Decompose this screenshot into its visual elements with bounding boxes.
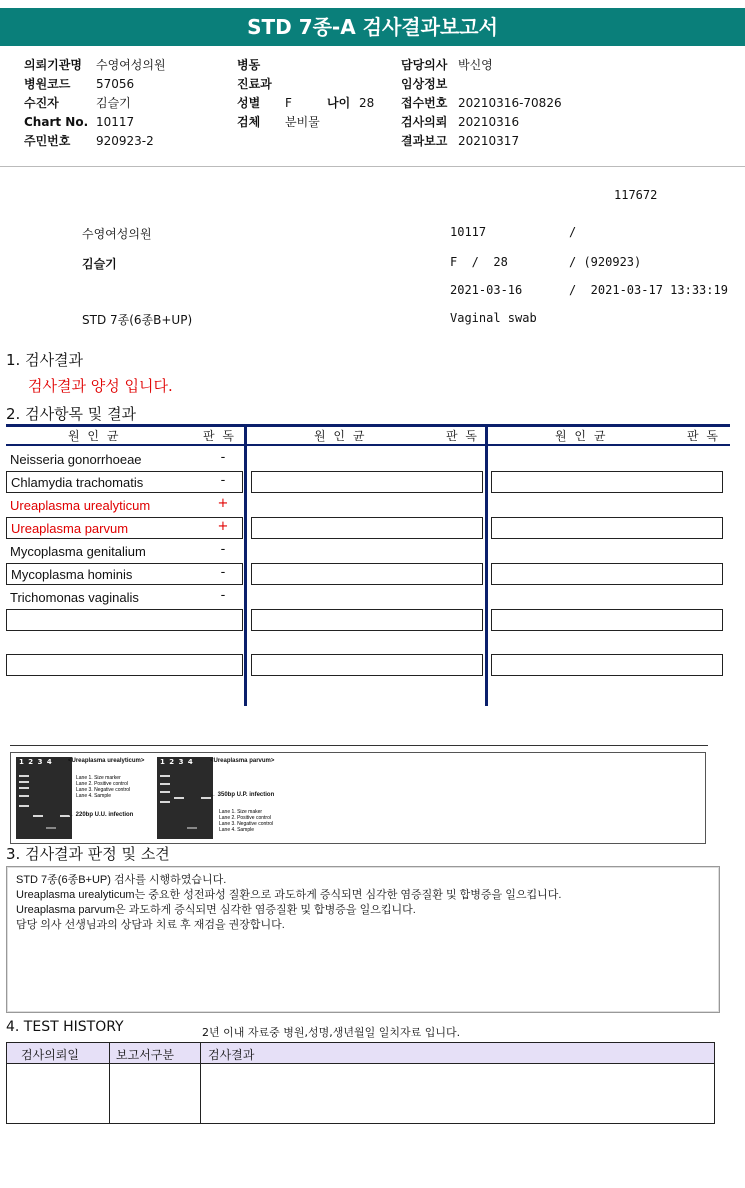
results-table xyxy=(6,424,730,706)
findings-line: Ureaplasma urealyticum는 중요한 성전파성 질환으로 과도하게 증식되면 심각한 염증질환 및 합병증을 일으킵니다. xyxy=(16,889,562,901)
empty-row xyxy=(6,654,243,676)
header-label: 접수번호 xyxy=(401,96,448,110)
empty-row xyxy=(251,471,483,493)
result-summary: 검사결과 양성 입니다. xyxy=(28,377,173,395)
judgment-value: + xyxy=(217,496,229,511)
header-row xyxy=(401,132,562,151)
column-header-pathogen: 원 인 균 xyxy=(68,429,121,443)
column-header-pathogen: 원 인 균 xyxy=(555,429,608,443)
header-row xyxy=(24,94,166,113)
header-divider xyxy=(0,166,745,167)
table-row xyxy=(6,495,243,517)
findings-box xyxy=(6,866,720,1013)
gel-title-left: <Ureaplasma urealyticum> xyxy=(68,758,145,764)
history-col-divider xyxy=(109,1043,110,1123)
pathogen-name: Ureaplasma urealyticum xyxy=(10,498,151,513)
gel-band xyxy=(160,801,170,803)
gel-band-label-left: ← 220bp U.U. infection xyxy=(68,812,134,818)
header-value: 박신영 xyxy=(458,58,493,72)
gel-legend-line: Lane 4. Sample xyxy=(76,793,112,799)
report-id: 117672 xyxy=(614,188,658,202)
empty-row xyxy=(251,563,483,585)
section2-heading: 2. 검사항목 및 결과 xyxy=(6,405,137,423)
lane-numbers: 1 2 3 4 xyxy=(19,758,53,766)
gel-band xyxy=(19,787,29,789)
pathogen-name: Mycoplasma hominis xyxy=(11,567,133,582)
history-column-header: 보고서구분 xyxy=(116,1048,174,1062)
table-row xyxy=(6,517,243,539)
header-row xyxy=(24,132,166,151)
history-column-header: 검사결과 xyxy=(208,1048,255,1062)
info-request-date: 2021-03-16 xyxy=(450,283,523,297)
judgment-value: - xyxy=(220,588,226,603)
history-note: 2년 이내 자료중 병원,성명,생년월일 일치자료 입니다. xyxy=(202,1026,461,1039)
judgment-value: - xyxy=(220,450,226,465)
header-row xyxy=(401,75,562,94)
gel-image-frame xyxy=(10,752,706,844)
empty-row xyxy=(6,609,243,631)
gel-band xyxy=(19,795,29,797)
table-header-rule xyxy=(6,444,730,446)
gel-legend-line: Lane 1. Size marker xyxy=(76,775,121,781)
column-divider xyxy=(244,424,247,706)
header-value: F xyxy=(285,96,292,110)
age-value: 28 xyxy=(359,96,375,110)
column-header-pathogen: 원 인 균 xyxy=(314,429,367,443)
header-value: 수영여성의원 xyxy=(96,58,166,72)
header-value: 20210316-70826 xyxy=(458,96,562,110)
header-row xyxy=(237,94,397,113)
judgment-value: - xyxy=(220,473,226,488)
gel-band xyxy=(174,797,184,799)
info-test-name: STD 7종(6종B+UP) xyxy=(82,313,193,327)
gel-legend-line: Lane 4. Sample xyxy=(219,827,255,833)
pathogen-name: Chlamydia trachomatis xyxy=(11,475,144,490)
gel-band xyxy=(160,791,170,793)
info-slash: / xyxy=(569,225,577,239)
header-col3 xyxy=(401,56,562,151)
pathogen-name: Neisseria gonorrhoeae xyxy=(10,452,142,467)
section1-heading: 1. 검사결과 xyxy=(6,351,84,369)
empty-row xyxy=(251,654,483,676)
gel-legend-line: Lane 2. Positive control xyxy=(76,781,128,787)
header-row xyxy=(24,75,166,94)
header-label: Chart No. xyxy=(24,115,89,129)
table-row xyxy=(6,587,243,609)
column-header-judgment: 판 독 xyxy=(687,429,720,443)
gel-legend-line: Lane 2. Positive control xyxy=(219,815,271,821)
table-row xyxy=(6,471,243,493)
pathogen-name: Ureaplasma parvum xyxy=(11,521,129,536)
gel-legend-line: Lane 3. Negative control xyxy=(219,821,274,827)
header-value: 20210317 xyxy=(458,134,520,148)
header-label: 결과보고 xyxy=(401,134,448,148)
info-birth: / (920923) xyxy=(569,255,642,269)
header-label: 병동 xyxy=(237,58,261,72)
gel-legend-right xyxy=(219,809,273,833)
header-value: 10117 xyxy=(96,115,135,129)
gel-legend-line: Lane 1. Size maker xyxy=(219,809,263,815)
history-col-divider xyxy=(200,1043,201,1123)
empty-row xyxy=(491,563,723,585)
column-header-judgment: 판 독 xyxy=(203,429,236,443)
header-row xyxy=(237,113,397,132)
history-header xyxy=(7,1043,714,1064)
header-label: 성별 xyxy=(237,96,261,110)
gel-band xyxy=(187,827,197,829)
info-chart-no: 10117 xyxy=(450,225,487,239)
gel-band xyxy=(160,775,170,777)
gel-legend-left xyxy=(76,775,130,799)
empty-row xyxy=(491,654,723,676)
header-label: 의뢰기관명 xyxy=(24,58,82,72)
age-label: 나이 xyxy=(327,96,351,110)
header-label: 진료과 xyxy=(237,77,272,91)
gel-title-right: <Ureaplasma parvum> xyxy=(210,758,275,764)
info-patient: 김슬기 xyxy=(82,257,117,271)
header-value: 920923-2 xyxy=(96,134,154,148)
info-report-datetime: / 2021-03-17 13:33:19 xyxy=(569,283,728,297)
header-col1 xyxy=(24,56,166,151)
header-col2 xyxy=(237,56,397,132)
column-divider xyxy=(485,424,488,706)
header-label: 임상정보 xyxy=(401,77,448,91)
info-specimen: Vaginal swab xyxy=(450,311,537,325)
pathogen-name: Mycoplasma genitalium xyxy=(10,544,146,559)
header-label: 검체 xyxy=(237,115,261,129)
header-row xyxy=(237,56,397,75)
header-value: 김슬기 xyxy=(96,96,131,110)
header-row xyxy=(401,94,562,113)
header-row xyxy=(24,113,166,132)
info-hospital: 수영여성의원 xyxy=(82,227,152,241)
header-value: 분비물 xyxy=(285,115,320,129)
judgment-value: - xyxy=(220,542,226,557)
findings-line: Ureaplasma parvum은 과도하게 증식되면 심각한 염증질환 및 합병증을 일으킵니다. xyxy=(16,904,416,916)
empty-row xyxy=(251,609,483,631)
report-title: STD 7종-A 검사결과보고서 xyxy=(0,8,745,46)
header-row xyxy=(401,113,562,132)
empty-row xyxy=(491,517,723,539)
header-label: 담당의사 xyxy=(401,58,448,72)
gel-photo-left xyxy=(16,757,72,839)
lane-numbers: 1 2 3 4 xyxy=(160,758,194,766)
header-label: 검사의뢰 xyxy=(401,115,448,129)
header-label: 병원코드 xyxy=(24,77,71,91)
gel-band xyxy=(19,781,29,783)
gel-photo-right xyxy=(157,757,213,839)
judgment-value: + xyxy=(217,519,229,534)
history-column-header: 검사의뢰일 xyxy=(21,1048,79,1062)
gel-band xyxy=(19,775,29,777)
table-row xyxy=(6,541,243,563)
header-label: 주민번호 xyxy=(24,134,71,148)
empty-row xyxy=(491,471,723,493)
gel-legend-line: Lane 3. Negative control xyxy=(76,787,131,793)
gel-band xyxy=(19,805,29,807)
header-row xyxy=(24,56,166,75)
gel-band xyxy=(33,815,43,817)
pathogen-name: Trichomonas vaginalis xyxy=(10,590,139,605)
findings-line: STD 7종(6종B+UP) 검사를 시행하였습니다. xyxy=(16,874,227,886)
gel-band-text: 220bp U.U. infection xyxy=(75,812,134,818)
empty-row xyxy=(251,517,483,539)
table-row xyxy=(6,563,243,585)
info-sex-age: F / 28 xyxy=(450,255,508,269)
column-header-judgment: 판 독 xyxy=(446,429,479,443)
section3-heading: 3. 검사결과 판정 및 소견 xyxy=(6,845,170,863)
gel-band-label-right: ← 350bp U.P. infection xyxy=(210,792,275,798)
findings-line: 담당 의사 선생님과의 상담과 치료 후 재검을 권장합니다. xyxy=(16,919,285,931)
gel-divider xyxy=(10,745,708,746)
empty-row xyxy=(491,609,723,631)
history-table xyxy=(6,1042,715,1124)
section4-heading: 4. TEST HISTORY xyxy=(6,1019,124,1035)
header-value: 20210316 xyxy=(458,115,520,129)
header-value: 57056 xyxy=(96,77,135,91)
header-label: 수진자 xyxy=(24,96,59,110)
table-row xyxy=(6,449,243,471)
header-block xyxy=(0,52,745,152)
judgment-value: - xyxy=(220,565,226,580)
header-row xyxy=(401,56,562,75)
gel-band xyxy=(160,783,170,785)
gel-band xyxy=(46,827,56,829)
gel-band-text: 350bp U.P. infection xyxy=(217,792,275,798)
header-row xyxy=(237,75,397,94)
